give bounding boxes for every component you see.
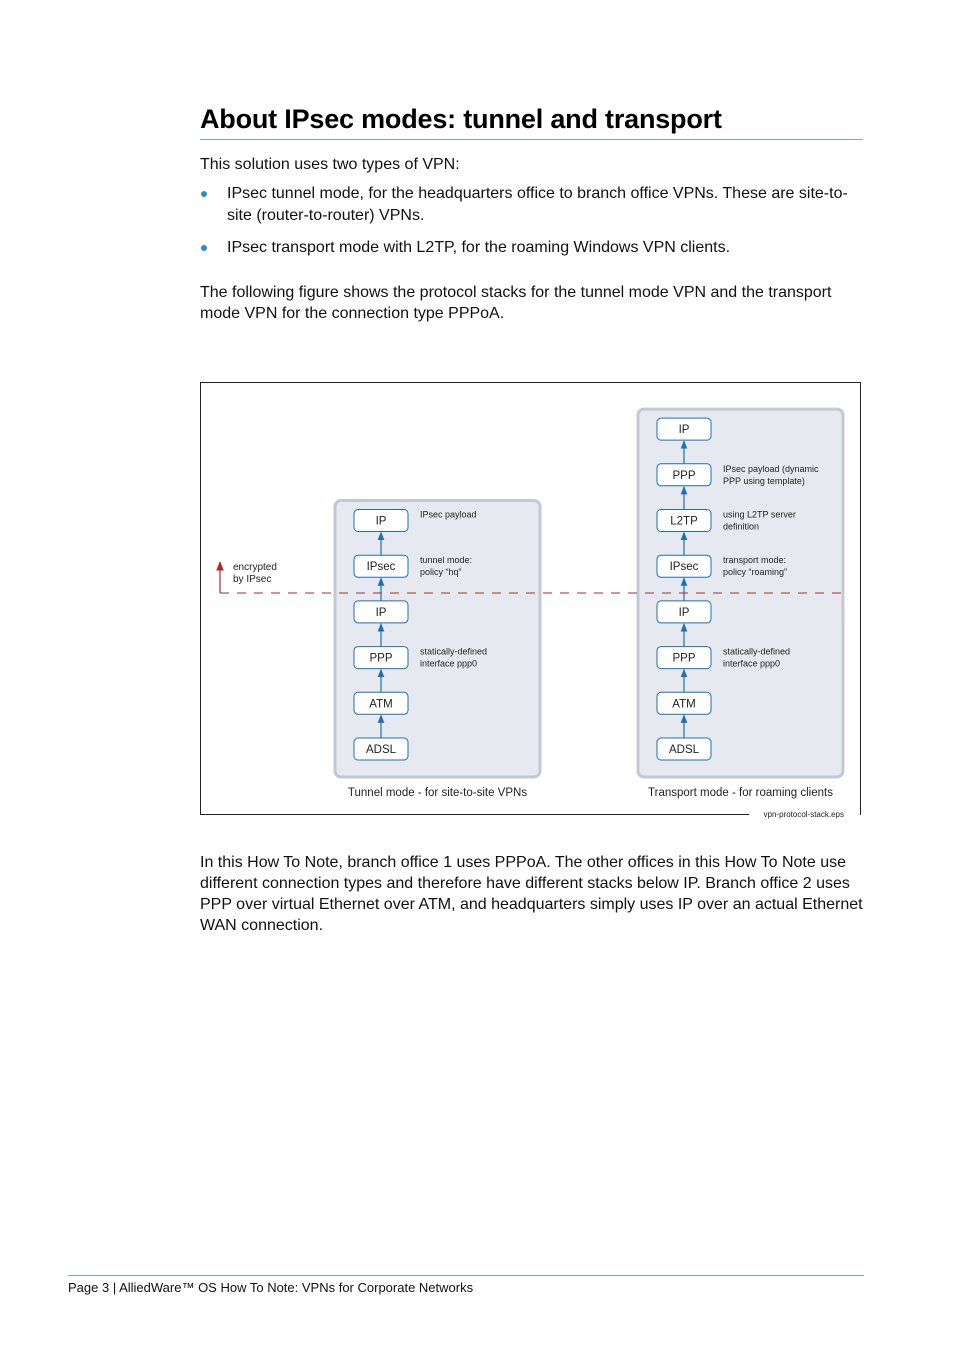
transport-layer-note: interface ppp0 <box>723 658 781 669</box>
transport-caption: Transport mode - for roaming clients <box>648 787 833 799</box>
figure-intro-text: The following figure shows the protocol stacks for the tunnel mode VPN and the transport mode VPN for the connection type PPPoA. <box>200 284 832 322</box>
list-item <box>200 237 863 259</box>
vpn-types-list <box>200 183 863 269</box>
tunnel-stack-panel <box>335 501 540 778</box>
transport-layer-label: PPP <box>672 469 696 482</box>
tunnel-layer-label: ADSL <box>365 744 397 756</box>
tunnel-caption: Tunnel mode - for site-to-site VPNs <box>347 787 528 799</box>
transport-layer-label: PPP <box>672 652 696 665</box>
transport-layer-label: IP <box>678 606 690 619</box>
intro-text: This solution uses two types of VPN: <box>200 156 460 173</box>
transport-layer-note: PPP using template) <box>723 475 805 486</box>
encrypted-label: encrypted <box>233 562 277 573</box>
transport-layer-label: ATM <box>672 698 696 711</box>
transport-layer-label: IPsec <box>669 561 699 574</box>
tunnel-layer-note: IPsec payload <box>420 509 477 520</box>
tunnel-layer-note: interface ppp0 <box>420 658 478 669</box>
bullet-icon <box>201 191 207 197</box>
bullet-icon <box>201 245 207 251</box>
tunnel-layer-label: ATM <box>369 698 393 711</box>
transport-layer-note: transport mode: <box>723 555 787 566</box>
bullet-text: IPsec tunnel mode, for the headquarters office to branch office VPNs. These are site-to-site (router-to-router) VPNs. <box>227 185 848 224</box>
figure-filename: vpn-protocol-stack.eps <box>763 810 844 819</box>
transport-layer-label: L2TP <box>670 515 698 528</box>
protocol-stack-diagram <box>201 383 860 819</box>
page-footer: Page 3 | AlliedWare™ OS How To Note: VPNs for Corporate Networks <box>68 1280 474 1295</box>
tunnel-layer-note: tunnel mode: <box>420 555 473 566</box>
transport-layer-note: statically-defined <box>723 646 791 657</box>
transport-layer-note: policy “roaming” <box>723 567 788 578</box>
tunnel-layer-note: policy “hq” <box>420 567 462 578</box>
transport-layer-label: IP <box>678 424 690 437</box>
tunnel-layer-label: PPP <box>369 652 393 665</box>
footer-divider <box>68 1275 864 1276</box>
list-item <box>200 183 863 227</box>
transport-layer-label: ADSL <box>668 744 700 756</box>
tunnel-layer-note: statically-defined <box>420 646 488 657</box>
page-title: About IPsec modes: tunnel and transport <box>200 104 863 140</box>
bullet-text: IPsec transport mode with L2TP, for the roaming Windows VPN clients. <box>227 239 731 256</box>
transport-layer-note: IPsec payload (dynamic <box>723 463 819 474</box>
protocol-stack-figure <box>200 382 861 819</box>
transport-layer-note: using L2TP server <box>723 509 796 520</box>
tunnel-layer-label: IP <box>375 515 387 528</box>
transport-layer-note: definition <box>723 521 760 532</box>
tunnel-layer-label: IPsec <box>366 561 396 574</box>
closing-text: In this How To Note, branch office 1 uses PPPoA. The other offices in this How To Note use different connection types and therefore have different stacks below IP. Branch office 2 uses PPP over virtual Ethernet over ATM, and headquarters simply uses IP over an actual Ethernet WAN connection. <box>200 854 863 934</box>
tunnel-layer-label: IP <box>375 606 387 619</box>
encrypted-label: by IPsec <box>233 574 272 585</box>
